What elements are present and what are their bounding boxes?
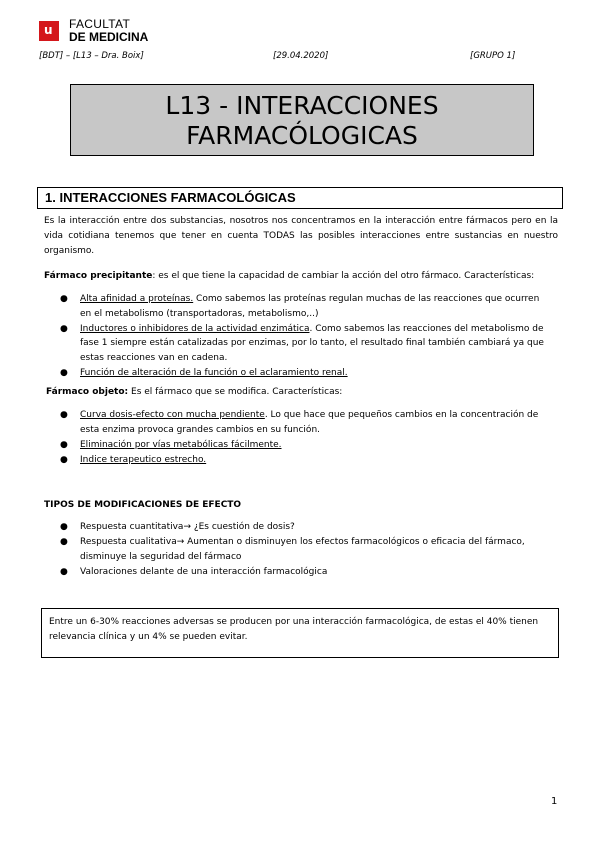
header-course-info: [BDT] – [L13 – Dra. Boix]: [39, 51, 144, 61]
bullet-icon: ●: [60, 454, 68, 465]
section-heading: 1. INTERACCIONES FARMACOLÓGICAS: [37, 187, 563, 209]
precipitante-paragraph: [44, 269, 558, 284]
title-line2: FARMACÓLOGICAS: [186, 121, 418, 150]
faculty-name: [69, 18, 148, 44]
list-item: ● Respuesta cualitativa→ Aumentan o disminuyen los efectos farmacológicos o eficacia del fármaco, disminuye la seguridad del fármaco: [60, 537, 525, 562]
list-item: ● Alta afinidad a proteínas. Como sabemos las proteínas regulan muchas de las reacciones que ocurren en el metabolismo (transportadoras, metabolismo,..): [60, 294, 540, 319]
bullet-icon: ●: [60, 566, 68, 577]
list-item: ● Función de alteración de la función o el aclaramiento renal.: [58, 366, 548, 381]
precipitante-list: [58, 292, 548, 381]
list-item: ● Inductores o inhibidores de la actividad enzimática. Como sabemos las reacciones del metabolismo de fase 1 siempre están catalizadas por enzimas, por lo tanto, el resultado final también cambiará ya que estas reacciones van en cadena.: [60, 323, 544, 363]
bullet-icon: ●: [60, 537, 68, 547]
objeto-text: Es el fármaco que se modifica. Características:: [128, 387, 343, 397]
objeto-list: [58, 408, 548, 468]
bullet-icon: ●: [60, 294, 68, 304]
tipos-list: [58, 520, 548, 580]
title-line1: L13 - INTERACCIONES: [165, 91, 439, 120]
precipitante-label: Fármaco precipitante: [44, 271, 153, 281]
bullet-icon: ●: [60, 410, 68, 420]
page-number: 1: [551, 796, 558, 807]
list-item: ● Indice terapeutico estrecho.: [58, 453, 548, 468]
list-item: ● Respuesta cuantitativa→ ¿Es cuestión de dosis?: [58, 520, 548, 535]
statistics-note-box: Entre un 6-30% reacciones adversas se producen por una interacción farmacológica, de estas el 40% tienen relevancia clínica y un 4% se pueden evitar.: [41, 608, 559, 658]
bullet-icon: ●: [60, 323, 68, 334]
faculty-logo: [39, 18, 148, 44]
intro-paragraph: Es la interacción entre dos substancias, nosotros nos concentramos en la interacción entre fármacos pero en la vida cotidiana tenemos que tener en cuenta TODAS las posibles interacciones entre sustancias en nuestro organismo.: [44, 216, 558, 256]
university-logo-icon: u: [39, 21, 59, 41]
precipitante-text: : es el que tiene la capacidad de cambiar la acción del otro fármaco. Características:: [152, 271, 535, 281]
bullet-icon: ●: [60, 439, 68, 450]
list-item: ● Valoraciones delante de una interacción farmacológica: [58, 565, 548, 580]
logo-line2: DE MEDICINA: [69, 30, 149, 44]
document-title: [70, 84, 534, 156]
logo-line1: FACULTAT: [69, 17, 131, 31]
list-item: ● Curva dosis-efecto con mucha pendiente. Lo que hace que pequeños cambios en la concentración de esta enzima provoca grandes cambios en su función.: [60, 410, 539, 435]
header-group: [GRUPO 1]: [470, 51, 516, 61]
bullet-icon: ●: [60, 367, 68, 378]
bullet-icon: ●: [60, 522, 68, 532]
list-item: ● Eliminación por vías metabólicas fácilmente.: [58, 438, 548, 453]
objeto-label: Fármaco objeto:: [46, 387, 129, 397]
tipos-heading: TIPOS DE MODIFICACIONES DE EFECTO: [44, 500, 242, 510]
objeto-paragraph: [46, 385, 560, 400]
header-date: [29.04.2020]: [273, 51, 329, 61]
